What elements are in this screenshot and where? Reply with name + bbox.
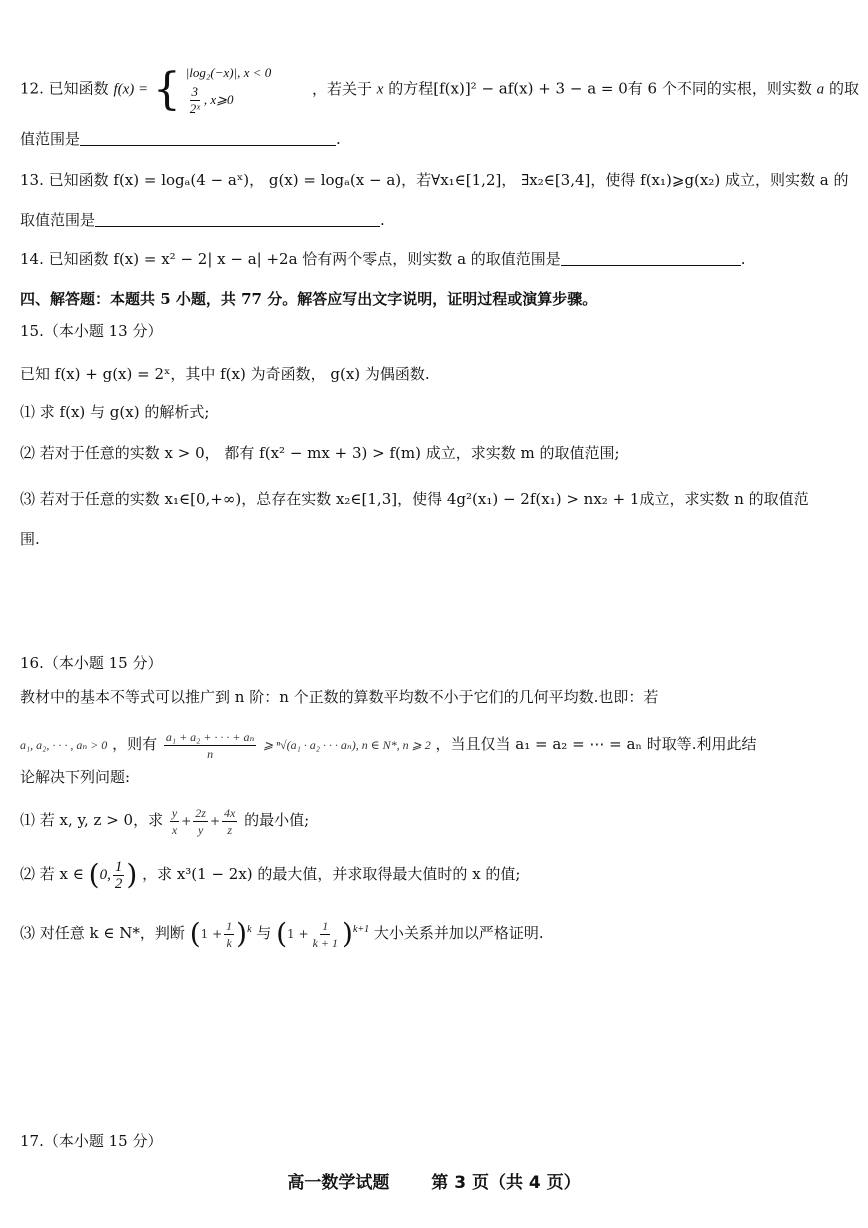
q12-case2: [186, 84, 272, 117]
q13-answer-blank[interactable]: [95, 210, 380, 227]
q16-p3-k1: k + 1: [312, 935, 338, 950]
q16-p3-k: k: [226, 935, 232, 950]
q12-piecewise: [186, 62, 272, 117]
q16-then: ，则有: [112, 735, 158, 753]
q16-p3-exp2: k+1: [352, 924, 370, 935]
q15-part2: ⑵ 若对于任意的实数 x > 0， 都有 f(x² − mx + 3) > f(m) 成立，求实数 m 的取值范围;: [20, 444, 620, 462]
q16-frac-num: a₁ + a₂ + · · · + aₙ: [165, 729, 255, 744]
q16-p1-t2-den: y: [197, 822, 204, 837]
q12-x: x: [376, 81, 384, 98]
q12-case2-num: 3: [191, 84, 199, 99]
q16-p3-one-a: 1 +: [200, 927, 223, 941]
q15-intro: 已知 f(x) + g(x) = 2ˣ，其中 f(x) 为奇函数， g(x) 为偶函数.: [20, 365, 430, 383]
q16-header: 16.（本小题 15 分）: [20, 654, 163, 672]
q12-func: f(x) =: [113, 81, 149, 98]
section-4-heading: 四、解答题：本题共 5 小题，共 77 分。解答应写出文字说明，证明过程或演算步骤。: [20, 290, 598, 308]
q16-p1-t1-den: x: [171, 822, 178, 837]
q16-p1b: 的最小值;: [244, 811, 310, 829]
q13-line2-text: 取值范围是: [20, 211, 96, 229]
q16-p3-exp1: k: [247, 924, 252, 935]
q16-p1-t3-den: z: [227, 822, 233, 837]
q16-part3: ⑶ 对任意 k ∈ N*，判断 (1 + $\frac{1}{k}$ )$^k$ 与 (1 + $\frac{1}{k + 1}$ )$^{k+1}$ 大小关系并加以严格证明.: [20, 917, 544, 950]
q14-line1: [20, 248, 746, 270]
q16-p2-zero: 0,: [99, 867, 111, 883]
q16-cond: a₁, a₂, · · · , aₙ > 0: [20, 738, 108, 752]
q16-part1: ⑴ 若 x, y, z > 0，求 $\frac{y}{x}$ + $\frac{2z}{y}$ + $\frac{4x}{z}$ 的最小值;: [20, 805, 310, 837]
page-footer: [0, 1168, 868, 1193]
q16-p3a: ⑶ 对任意 k ∈ N*，判断: [20, 924, 185, 942]
q16-frac-den: n: [207, 746, 214, 761]
q16-intro: 教材中的基本不等式可以推广到 n 阶：n 个正数的算数平均数不小于它们的几何平均数.也即：若: [20, 688, 659, 706]
q16-p1-t2-num: 2z: [195, 805, 206, 820]
q16-p2-half-den: 2: [114, 875, 123, 892]
q13-line2: [20, 209, 385, 231]
q12-case2-cond: , x⩾0: [203, 92, 234, 107]
q13-line1: 13. 已知函数 f(x) = logₐ(4 − aˣ)， g(x) = logₐ(x − a)，若∀x₁∈[1,2]， ∃x₂∈[3,4]，使得 f(x₁)⩾g(x₂) 成立，则实数 a 的: [20, 171, 849, 189]
q12-line2-text: 值范围是: [20, 130, 81, 148]
footer-subject: 高一数学试题: [287, 1173, 390, 1193]
q16-amgm-line: [20, 724, 756, 765]
q16-p2a: ⑵ 若 x ∈: [20, 865, 84, 883]
q12-tail: 的取: [828, 79, 859, 98]
q16-line3: 论解决下列问题:: [20, 768, 131, 786]
q16-p3-with: 与: [256, 924, 272, 942]
footer-page-number: 第 3 页（共 4 页）: [431, 1173, 581, 1193]
q12-end: .: [336, 130, 341, 148]
q16-p2-half-num: 1: [114, 858, 123, 875]
q16-p3-one-b: 1 +: [287, 927, 309, 941]
q12-line2: [20, 128, 341, 150]
q16-geo-mean: ⩾ ⁿ√(a₁ · a₂ · · · aₙ), n ∈ N*, n ⩾ 2: [263, 738, 431, 752]
q16-p1-t1-num: y: [171, 805, 178, 820]
q15-part3: ⑶ 若对于任意的实数 x₁∈[0,+∞)，总存在实数 x₂∈[1,3]，使得 4g²(x₁) − 2f(x₁) > nx₂ + 1成立，求实数 n 的取值范: [20, 490, 809, 508]
q16-eq-cond: ，当且仅当 a₁ = a₂ = ⋯ = aₙ 时取等.利用此结: [435, 735, 757, 753]
q14-end: .: [740, 250, 746, 268]
q12-mid: ，若关于: [312, 79, 373, 98]
q15-part1: ⑴ 求 f(x) 与 g(x) 的解析式;: [20, 403, 210, 421]
q12-a: a: [816, 81, 825, 98]
q16-part2: ⑵ 若 x ∈ (0, $\frac{1}{2}$ ) ，求 x³(1 − 2x) 的最大值，并求取得最大值时的 x 的值;: [20, 858, 521, 892]
q17-header: 17.（本小题 15 分）: [20, 1132, 163, 1150]
q14-text: 14. 已知函数 f(x) = x² − 2| x − a| +2a 恰有两个零点，则实数 a 的取值范围是: [20, 250, 561, 268]
q13-end: .: [380, 211, 385, 229]
q12-number: 12.: [20, 79, 44, 98]
q16-p1-t3-num: 4x: [224, 805, 236, 820]
q12-case2-den: 2ˣ: [189, 101, 200, 116]
q15-header: 15.（本小题 13 分）: [20, 322, 163, 340]
q16-p1a: ⑴ 若 x, y, z > 0，求: [20, 811, 164, 829]
q12-case1: |log₂(−x)|, x < 0: [185, 65, 272, 80]
q12-answer-blank[interactable]: [80, 129, 336, 146]
q14-answer-blank[interactable]: [561, 249, 741, 266]
q12-brace: {: [152, 63, 181, 115]
q12-lead: 已知函数: [48, 79, 109, 98]
q12-line1: [20, 62, 859, 117]
q15-part3-cont: 围.: [20, 530, 40, 548]
q16-p2b: ，求 x³(1 − 2x) 的最大值，并求取得最大值时的 x 的值;: [142, 865, 521, 883]
q16-p3b: 大小关系并加以严格证明.: [373, 924, 544, 942]
q12-eq: 的方程[f(x)]² − af(x) + 3 − a = 0有 6 个不同的实根，则实数: [388, 79, 812, 98]
